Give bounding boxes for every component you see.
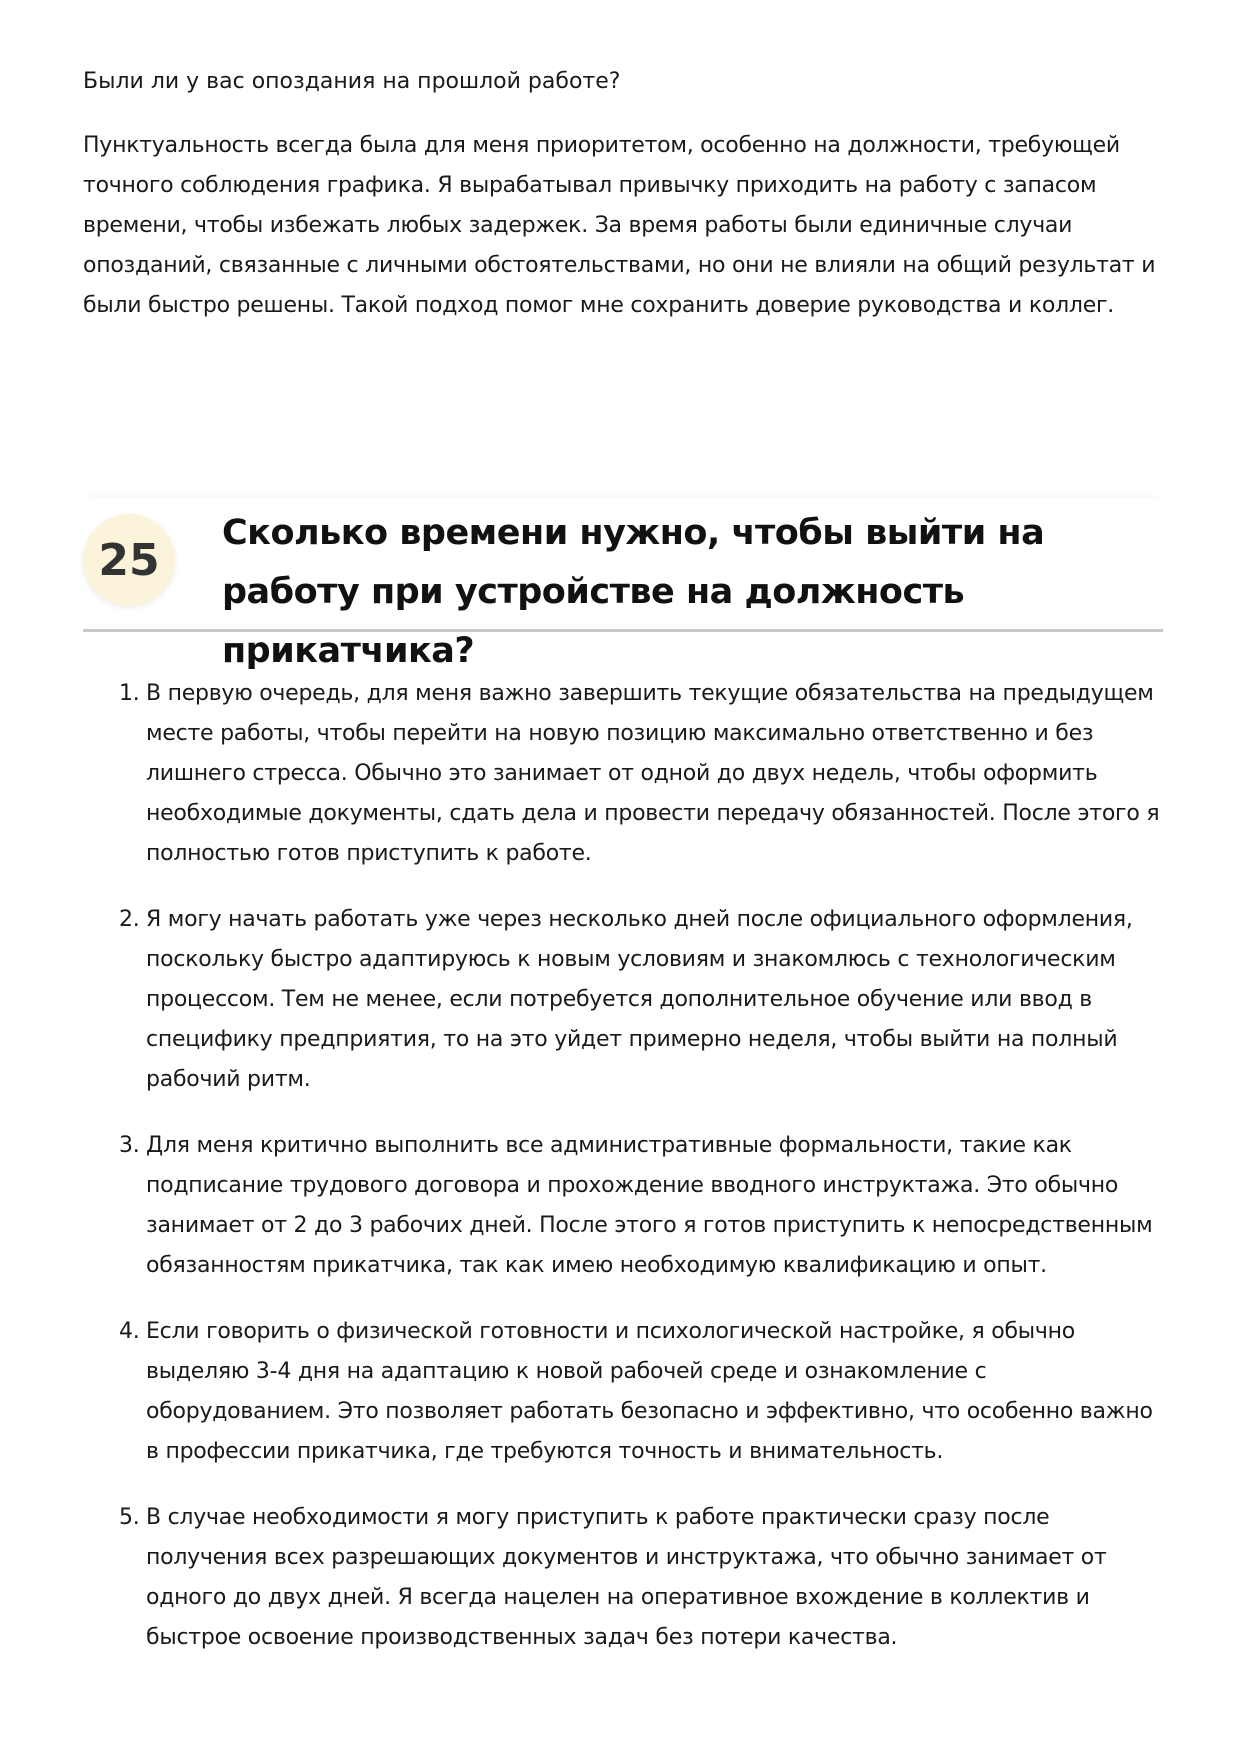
answer-text: В первую очередь, для меня важно завершить текущие обязательства на предыдущем месте работы, чтобы перейти на новую позицию максимально ответственно и без лишнего стресса. Обычно это занимает от одной до двух недель, чтобы оформить необходимые документы, сдать дела и провести передачу обязанностей. После этого я полностью готов приступить к работе. [146, 681, 1160, 866]
answer-text: Для меня критично выполнить все административные формальности, такие как подписание трудового договора и прохождение вводного инструктажа. Это обычно занимает от 2 до 3 рабочих дней. После этого я готов приступить к непосредственным обязанностям прикатчика, так как имею необходимую квалификацию и опыт. [146, 1133, 1153, 1278]
section-header [83, 498, 1163, 671]
previous-answer: Пунктуальность всегда была для меня приоритетом, особенно на должности, требующей точного соблюдения графика. Я вырабатывал привычку приходить на работу с запасом времени, чтобы избежать любых задержек. За время работы были единичные случаи опозданий, связанные с личными обстоятельствами, но они не влияли на общий результат и были быстро решены. Такой подход помог мне сохранить доверие руководства и коллег. [83, 133, 1156, 318]
question-number-badge: 25 [83, 514, 175, 606]
previous-question: Были ли у вас опоздания на прошлой работе? [83, 69, 621, 94]
answer-number: 4. [119, 1319, 140, 1344]
answer-text: Если говорить о физической готовности и психологической настройке, я обычно выделяю 3-4 дня на адаптацию к новой рабочей среде и ознакомление с оборудованием. Это позволяет работать безопасно и эффективно, что особенно важно в профессии прикатчика, где требуются точность и внимательность. [146, 1319, 1153, 1464]
answer-item-5 [83, 1498, 1168, 1658]
answer-text: Я могу начать работать уже через несколько дней после официального оформления, поскольку быстро адаптируюсь к новым условиям и знакомлюсь с технологическим процессом. Тем не менее, если потребуется дополнительное обучение или ввод в специфику предприятия, то на это уйдет примерно неделя, чтобы выйти на полный рабочий ритм. [146, 907, 1133, 1092]
answer-number: 3. [119, 1133, 140, 1158]
answer-list [83, 674, 1168, 1684]
answer-number: 1. [119, 681, 140, 706]
section-title: Сколько времени нужно, чтобы выйти на работу при устройстве на должность прикатчика? [222, 513, 1045, 671]
answer-text: В случае необходимости я могу приступить к работе практически сразу после получения всех разрешающих документов и инструктажа, что обычно занимает от одного до двух дней. Я всегда нацелен на оперативное вхождение в коллектив и быстрое освоение производственных задач без потери качества. [146, 1505, 1107, 1650]
answer-item-3 [83, 1126, 1168, 1286]
answer-item-2 [83, 900, 1168, 1100]
answer-number: 2. [119, 907, 140, 932]
answer-item-4 [83, 1312, 1168, 1472]
answer-item-1 [83, 674, 1168, 874]
answer-number: 5. [119, 1505, 140, 1530]
